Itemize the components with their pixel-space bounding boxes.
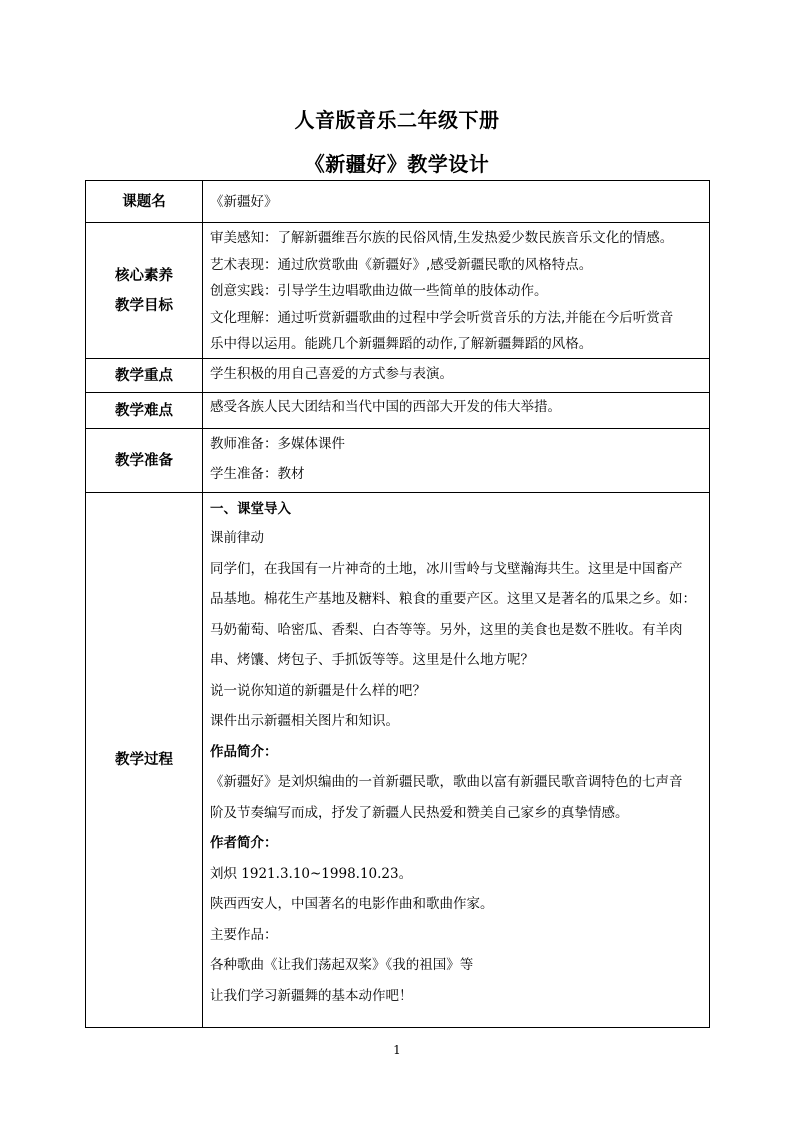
- work-line: 《新疆好》是刘炽编曲的一首新疆民歌，歌曲以富有新疆民歌音调特色的七声音: [210, 774, 683, 790]
- student-preparation: 学生准备：教材: [210, 466, 305, 482]
- process-content-cell: [203, 493, 710, 1028]
- works-heading: 主要作品：: [210, 926, 278, 943]
- teacher-preparation: 教师准备：多媒体课件: [210, 436, 345, 452]
- difficulties-content-cell: [203, 393, 710, 429]
- key-points-label: 教学重点: [115, 367, 173, 384]
- process-row: [86, 493, 710, 1028]
- document-subtitle: 《新疆好》教学设计: [304, 152, 490, 176]
- key-points-label-cell: [86, 359, 203, 393]
- difficulties-row: [86, 393, 710, 429]
- warmup-text: 课前律动: [210, 530, 264, 546]
- author-dates: 刘炽 1921.3.10~1998.10.23。: [210, 865, 413, 882]
- preparation-row: [86, 429, 710, 493]
- courseware-text: 课件出示新疆相关图片和知识。: [210, 713, 399, 729]
- process-label-cell: [86, 493, 203, 1028]
- difficulties-label-cell: [86, 393, 203, 429]
- document-title: 人音版音乐二年级下册: [294, 108, 500, 132]
- goals-label-1: 核心素养: [115, 267, 173, 284]
- goals-label-2: 教学目标: [115, 297, 173, 314]
- goal-line: 乐中得以运用。能跳几个新疆舞蹈的动作,了解新疆舞蹈的风格。: [210, 336, 593, 352]
- key-points-row: [86, 359, 710, 393]
- goal-line: 艺术表现：通过欣赏歌曲《新疆好》,感受新疆民歌的风格特点。: [210, 256, 593, 273]
- difficulties-text: 感受各族人民大团结和当代中国的西部大开发的伟大举措。: [210, 399, 561, 415]
- key-points-content-cell: [203, 359, 710, 393]
- work-line: 阶及节奏编写而成，抒发了新疆人民热爱和赞美自己家乡的真挚情感。: [210, 804, 629, 821]
- lesson-plan-table: [85, 180, 710, 1028]
- topic-label: 课题名: [122, 193, 166, 210]
- intro-line: 马奶葡萄、哈密瓜、香梨、白杏等等。另外，这里的美食也是数不胜收。有羊肉: [210, 621, 683, 638]
- question-text: 说一说你知道的新疆是什么样的吧？: [210, 682, 426, 699]
- preparation-content-cell: [203, 429, 710, 493]
- key-points-text: 学生积极的用自己喜爱的方式参与表演。: [210, 366, 453, 382]
- section-title: 一、课堂导入: [210, 501, 291, 517]
- topic-label-cell: [86, 181, 203, 223]
- intro-line: 串、烤馕、烤包子、手抓饭等等。这里是什么地方呢？: [210, 652, 534, 668]
- preparation-label-cell: [86, 429, 203, 493]
- preparation-label: 教学准备: [115, 452, 173, 469]
- difficulties-label: 教学难点: [115, 402, 173, 419]
- author-bio: 陕西西安人，中国著名的电影作曲和歌曲作家。: [210, 896, 494, 912]
- process-label: 教学过程: [115, 752, 173, 768]
- topic-row: [86, 181, 710, 223]
- goal-line: 文化理解：通过听赏新疆歌曲的过程中学会听赏音乐的方法,并能在今后听赏音: [210, 309, 674, 326]
- work-heading: 作品简介：: [210, 743, 278, 760]
- works-text: 各种歌曲《让我们荡起双桨》《我的祖国》等: [210, 957, 474, 973]
- author-heading: 作者简介：: [210, 835, 278, 851]
- intro-line: 同学们，在我国有一片神奇的土地，冰川雪岭与戈壁瀚海共生。这里是中国畜产: [210, 560, 683, 577]
- topic-content-cell: [203, 181, 710, 223]
- goals-content-cell: [203, 223, 710, 359]
- page-number: 1: [393, 1043, 401, 1057]
- goal-line: 审美感知：了解新疆维吾尔族的民俗风情,生发热爱少数民族音乐文化的情感。: [210, 230, 674, 246]
- closing-text: 让我们学习新疆舞的基本动作吧！: [210, 987, 413, 1004]
- intro-line: 品基地。棉花生产基地及糖料、粮食的重要产区。这里又是著名的瓜果之乡。如：: [210, 591, 696, 607]
- goals-label-cell: [86, 223, 203, 359]
- goal-line: 创意实践：引导学生边唱歌曲边做一些简单的肢体动作。: [210, 283, 548, 299]
- topic-text: 《新疆好》: [210, 193, 278, 210]
- goals-row: [86, 223, 710, 359]
